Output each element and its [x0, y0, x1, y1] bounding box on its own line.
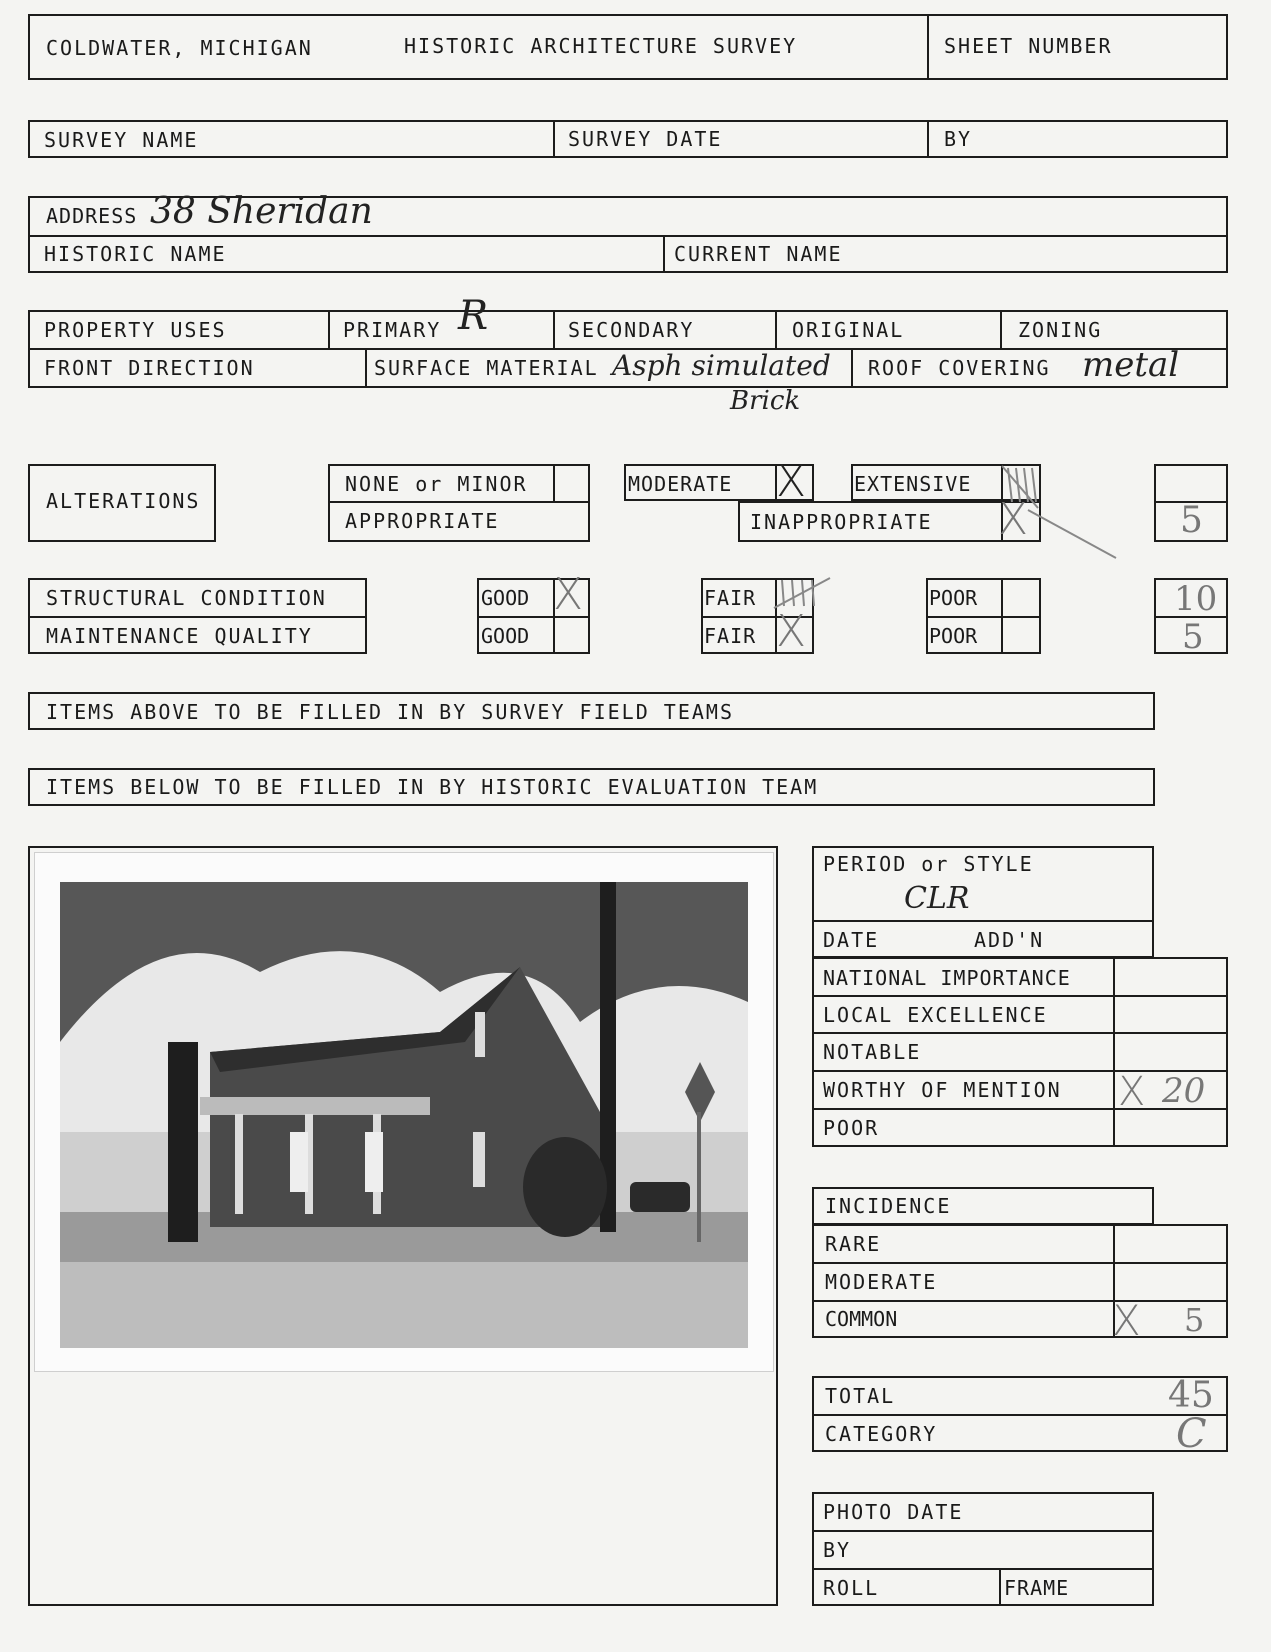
- survey-by-label: BY: [944, 127, 973, 151]
- common-label: COMMON: [825, 1307, 898, 1331]
- current-name-label: CURRENT NAME: [674, 242, 843, 266]
- maintenance-good-label: GOOD: [481, 624, 530, 648]
- addn-label: ADD'N: [974, 928, 1045, 952]
- front-direction-label: FRONT DIRECTION: [44, 356, 255, 380]
- address-label: ADDRESS: [46, 204, 138, 228]
- maintenance-score: 5: [1182, 617, 1204, 657]
- evaluation-note: ITEMS BELOW TO BE FILLED IN BY HISTORIC EVALUATION TEAM: [46, 775, 819, 799]
- rare-label: RARE: [825, 1232, 882, 1256]
- moderate-mark: X: [776, 456, 807, 507]
- worthy-mark: X: [1118, 1069, 1146, 1115]
- maintenance-fair-mark: X: [776, 606, 807, 657]
- appropriate-label: APPROPRIATE: [345, 509, 500, 533]
- roof-covering-label: ROOF COVERING: [868, 356, 1051, 380]
- date-label: DATE: [823, 928, 880, 952]
- fair-tally-marks: [772, 572, 852, 612]
- structural-condition-label: STRUCTURAL CONDITION: [46, 586, 327, 610]
- moderate-label: MODERATE: [628, 472, 733, 496]
- total-value: 45: [1168, 1375, 1214, 1416]
- maintenance-poor-label: POOR: [929, 624, 978, 648]
- surface-material-value-2: Brick: [730, 386, 801, 416]
- roll-label: ROLL: [823, 1576, 880, 1600]
- extensive-label: EXTENSIVE: [854, 472, 972, 496]
- inappropriate-label: INAPPROPRIATE: [750, 510, 933, 534]
- common-mark: X: [1112, 1296, 1141, 1345]
- structural-fair-label: FAIR: [704, 586, 757, 610]
- evaluation-poor-label: POOR: [823, 1116, 880, 1140]
- category-label: CATEGORY: [825, 1422, 938, 1446]
- photo-date-label: PHOTO DATE: [823, 1500, 964, 1524]
- property-uses-label: PROPERTY USES: [44, 318, 227, 342]
- structural-good-label: GOOD: [481, 586, 530, 610]
- period-label: PERIOD or STYLE: [823, 852, 1034, 876]
- worthy-of-mention-label: WORTHY OF MENTION: [823, 1078, 1062, 1102]
- incidence-moderate-label: MODERATE: [825, 1270, 938, 1294]
- structural-poor-label: POOR: [929, 586, 978, 610]
- alterations-label: ALTERATIONS: [46, 489, 201, 513]
- local-excellence-label: LOCAL EXCELLENCE: [823, 1003, 1048, 1027]
- maintenance-fair-label: FAIR: [704, 624, 757, 648]
- historic-name-label: HISTORIC NAME: [44, 242, 227, 266]
- address-value: 38 Sheridan: [150, 191, 373, 232]
- maintenance-quality-label: MAINTENANCE QUALITY: [46, 624, 313, 648]
- alterations-tally-marks: [998, 462, 1118, 562]
- field-teams-note: ITEMS ABOVE TO BE FILLED IN BY SURVEY FIELD TEAMS: [46, 700, 735, 724]
- primary-label: PRIMARY: [343, 318, 442, 342]
- primary-value: R: [458, 293, 489, 339]
- structural-score: 10: [1174, 579, 1218, 619]
- incidence-label: INCIDENCE: [825, 1194, 952, 1218]
- period-value: CLR: [904, 881, 970, 916]
- inappropriate-mark: X: [998, 494, 1029, 545]
- original-label: ORIGINAL: [792, 318, 905, 342]
- national-importance-label: NATIONAL IMPORTANCE: [823, 966, 1071, 990]
- sheet-number-label: SHEET NUMBER: [944, 34, 1113, 58]
- notable-label: NOTABLE: [823, 1040, 922, 1064]
- zoning-label: ZONING: [1018, 318, 1103, 342]
- none-minor-label: NONE or MINOR: [345, 472, 528, 496]
- city-label: COLDWATER, MICHIGAN: [46, 36, 313, 60]
- total-label: TOTAL: [825, 1384, 896, 1408]
- survey-date-label: SURVEY DATE: [568, 127, 723, 151]
- category-value: C: [1176, 1411, 1207, 1457]
- alterations-score: 5: [1180, 500, 1203, 541]
- structural-good-mark: X: [553, 569, 584, 620]
- surface-material-value-1: Asph simulated: [612, 349, 831, 382]
- building-photo: [60, 882, 748, 1348]
- surface-material-label: SURFACE MATERIAL: [374, 356, 599, 380]
- frame-label: FRAME: [1004, 1576, 1070, 1600]
- photo-by-label: BY: [823, 1538, 852, 1562]
- survey-name-label: SURVEY NAME: [44, 128, 199, 152]
- roof-covering-value: metal: [1082, 345, 1180, 385]
- worthy-score: 20: [1162, 1071, 1206, 1111]
- secondary-label: SECONDARY: [568, 318, 695, 342]
- common-score: 5: [1184, 1301, 1205, 1339]
- survey-title: HISTORIC ARCHITECTURE SURVEY: [404, 34, 798, 58]
